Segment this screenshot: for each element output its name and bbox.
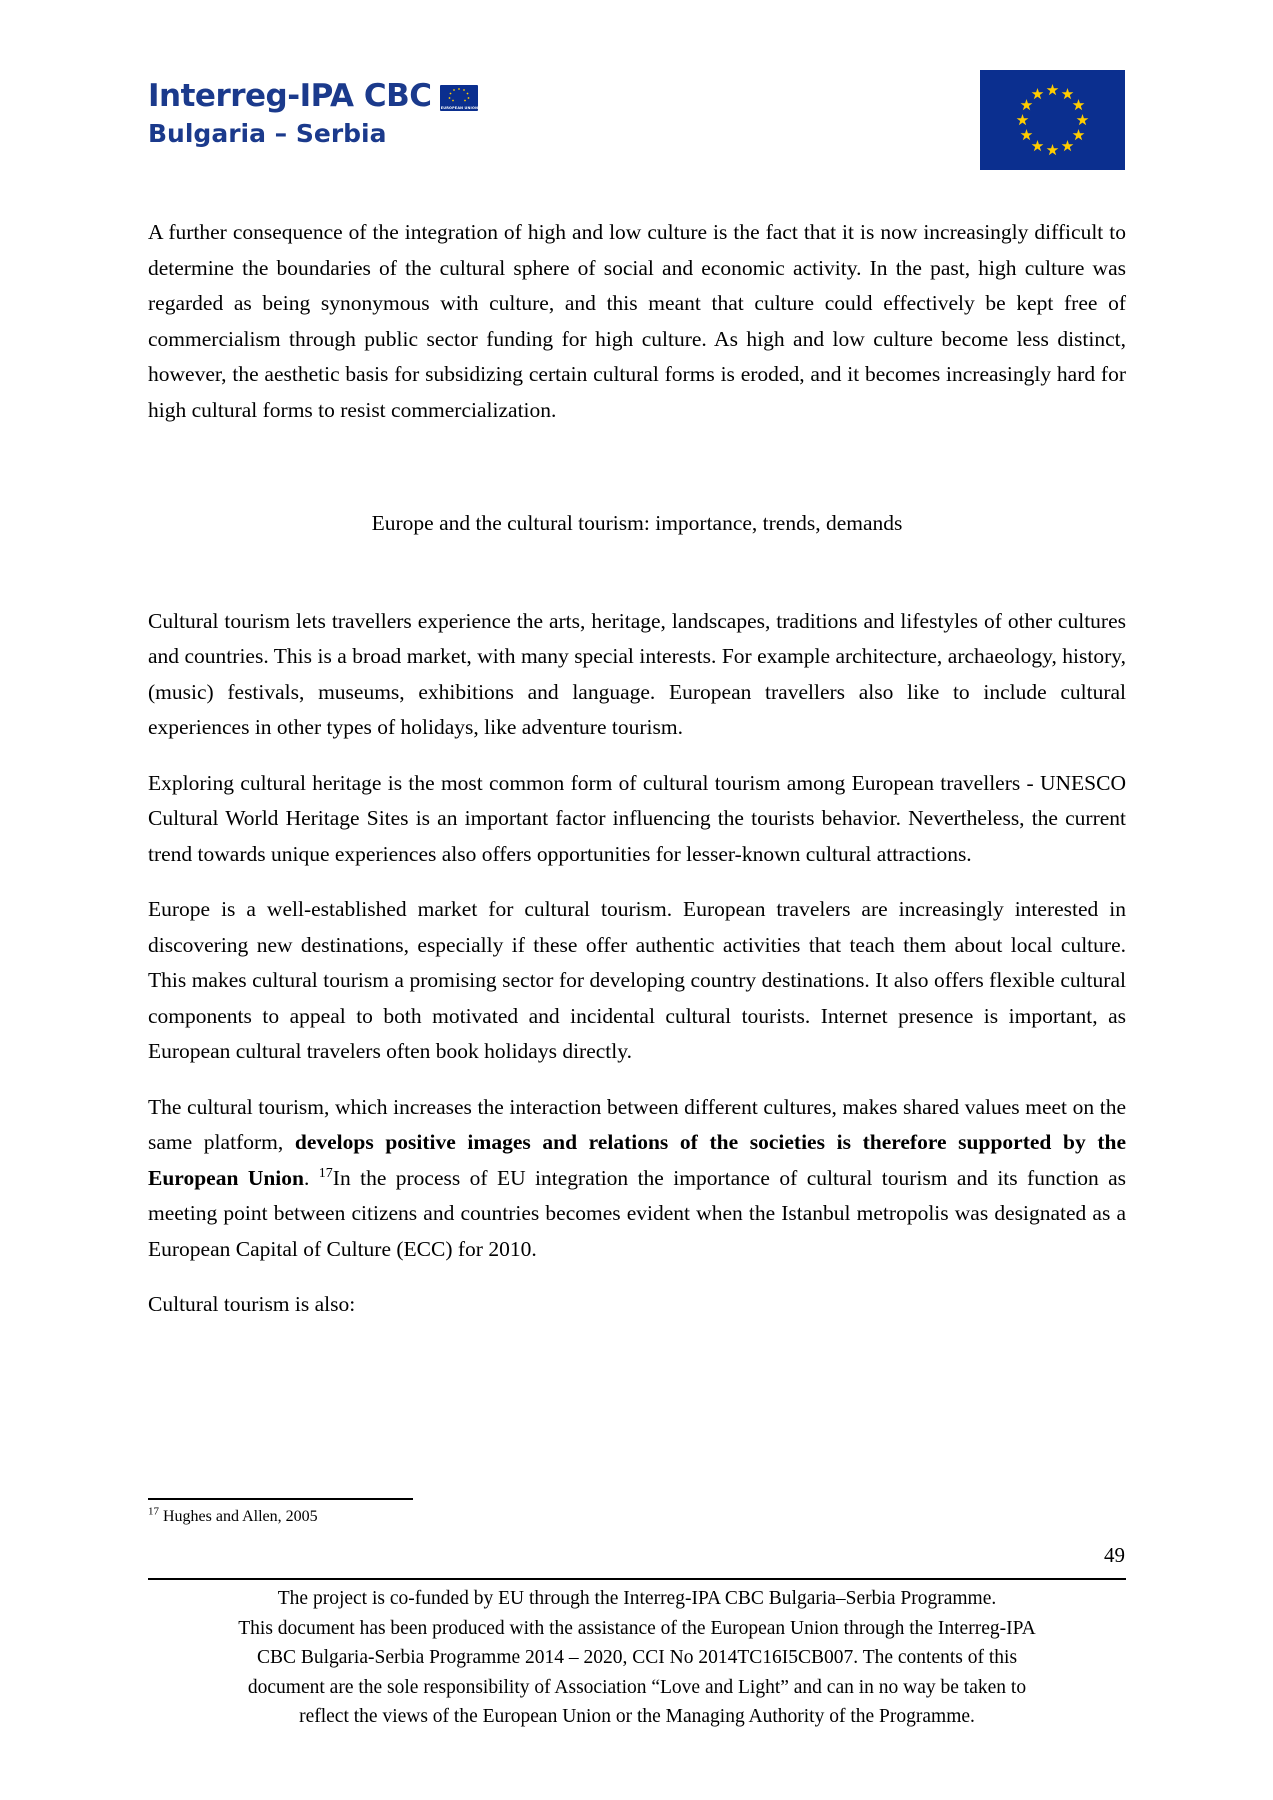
eu-flag-stars <box>980 70 1125 170</box>
section-heading: Europe and the cultural tourism: importance, trends, demands <box>371 511 903 535</box>
paragraph-high-low-culture: A further consequence of the integration of high and low culture is the fact that it is now increasingly difficult to determine the boundaries of the cultural sphere of social and economic activity. In the past, high culture was regarded as being synonymous with culture, and this meant that culture could effectively be kept free of commercialism through public sector funding for high culture. As high and low culture become less distinct, however, the aesthetic basis for subsidizing certain cultural forms is eroded, and it becomes increasingly hard for high cultural forms to resist commercialization. <box>148 220 1126 422</box>
footer-line-4: document are the sole responsibility of Association “Love and Light” and can in no way be taken to <box>247 1676 1027 1698</box>
european-union-flag-icon <box>980 70 1125 170</box>
paragraph-eu-support-tail: In the process of EU integration the importance of cultural tourism and its function as meeting point between citizens and countries becomes evident when the Istanbul metropolis was designated as a European Capital of Culture (ECC) for 2010. <box>148 1165 1127 1261</box>
paragraph-eu-support-period: . <box>303 1165 319 1190</box>
footnote-block <box>148 1498 1126 1528</box>
heading-spacer <box>148 542 1126 604</box>
paragraph-eu-support <box>148 1090 1126 1268</box>
paragraph-eu-support-lead: The cultural tourism, which increases the interaction between different cultures, makes shared values meet on the same platform, <box>148 1094 1126 1154</box>
paragraph-cultural-heritage: Exploring cultural heritage is the most common form of cultural tourism among European travellers - UNESCO Cultural World Heritage Sites is an important factor influencing the tourists behavior. Nevertheless, the current trend towards unique experiences also offers opportunities for lesser-known cultural attractions. <box>148 770 1126 866</box>
footnote-separator <box>148 1498 413 1500</box>
document-body <box>148 215 1126 1343</box>
logo-programme-name: Bulgaria – Serbia <box>148 119 387 148</box>
logo-dash: - <box>287 78 300 114</box>
mini-flag-caption: EUROPEAN UNION <box>440 105 479 110</box>
logo-line-one <box>148 78 478 114</box>
paragraph-europe-market: Europe is a well-established market for cultural tourism. European travelers are increasingly interested in discovering new destinations, especially if these offer authentic activities that teach them about local culture. This makes cultural tourism a promising sector for developing country destinations. It also offers flexible cultural components to appeal to both motivated and incidental cultural tourists. Internet presence is important, as European cultural travelers often book holidays directly. <box>148 897 1126 1063</box>
page-footer <box>148 1578 1126 1732</box>
logo-interreg-text: Interreg <box>148 78 288 114</box>
paragraph-cultural-tourism-is-also: Cultural tourism is also: <box>148 1292 356 1316</box>
footer-line-5: reflect the views of the European Union or the Managing Authority of the Programme. <box>299 1706 975 1727</box>
page-header <box>0 60 1273 180</box>
paragraph-cultural-tourism-definition: Cultural tourism lets travellers experience the arts, heritage, landscapes, traditions and lifestyles of other cultures and countries. This is a broad market, with many special interests. For example architecture, archaeology, history, (music) festivals, museums, exhibitions and language. European travellers also like to include cultural experiences in other types of holidays, like adventure tourism. <box>148 608 1126 739</box>
mini-eu-stars-icon <box>440 86 478 102</box>
logo-ipacbc-text: IPA CBC <box>299 78 432 114</box>
footer-separator <box>148 1578 1126 1580</box>
footer-line-1: The project is co-funded by EU through the Interreg-IPA CBC Bulgaria–Serbia Programme. <box>277 1588 997 1609</box>
footnote-entry <box>148 1506 1126 1528</box>
footer-line-3: CBC Bulgaria-Serbia Programme 2014 – 2020, CCI No 2014TC16I5CB007. The contents of this <box>256 1647 1018 1668</box>
interreg-logo <box>148 78 478 148</box>
footer-line-2: This document has been produced with the assistance of the European Union through the Interreg-IPA <box>238 1617 1036 1639</box>
page-number: 49 <box>1104 1543 1125 1567</box>
paragraph-eu-support-bold: develops positive images and relations of the societies is therefore supported by the European Union <box>148 1130 1126 1190</box>
footnote-reference-17: 17 <box>318 1165 333 1181</box>
footnote-citation: Hughes and Allen, 2005 <box>159 1508 318 1525</box>
mini-eu-flag-icon <box>440 85 478 111</box>
footnote-number: 17 <box>148 1505 159 1518</box>
